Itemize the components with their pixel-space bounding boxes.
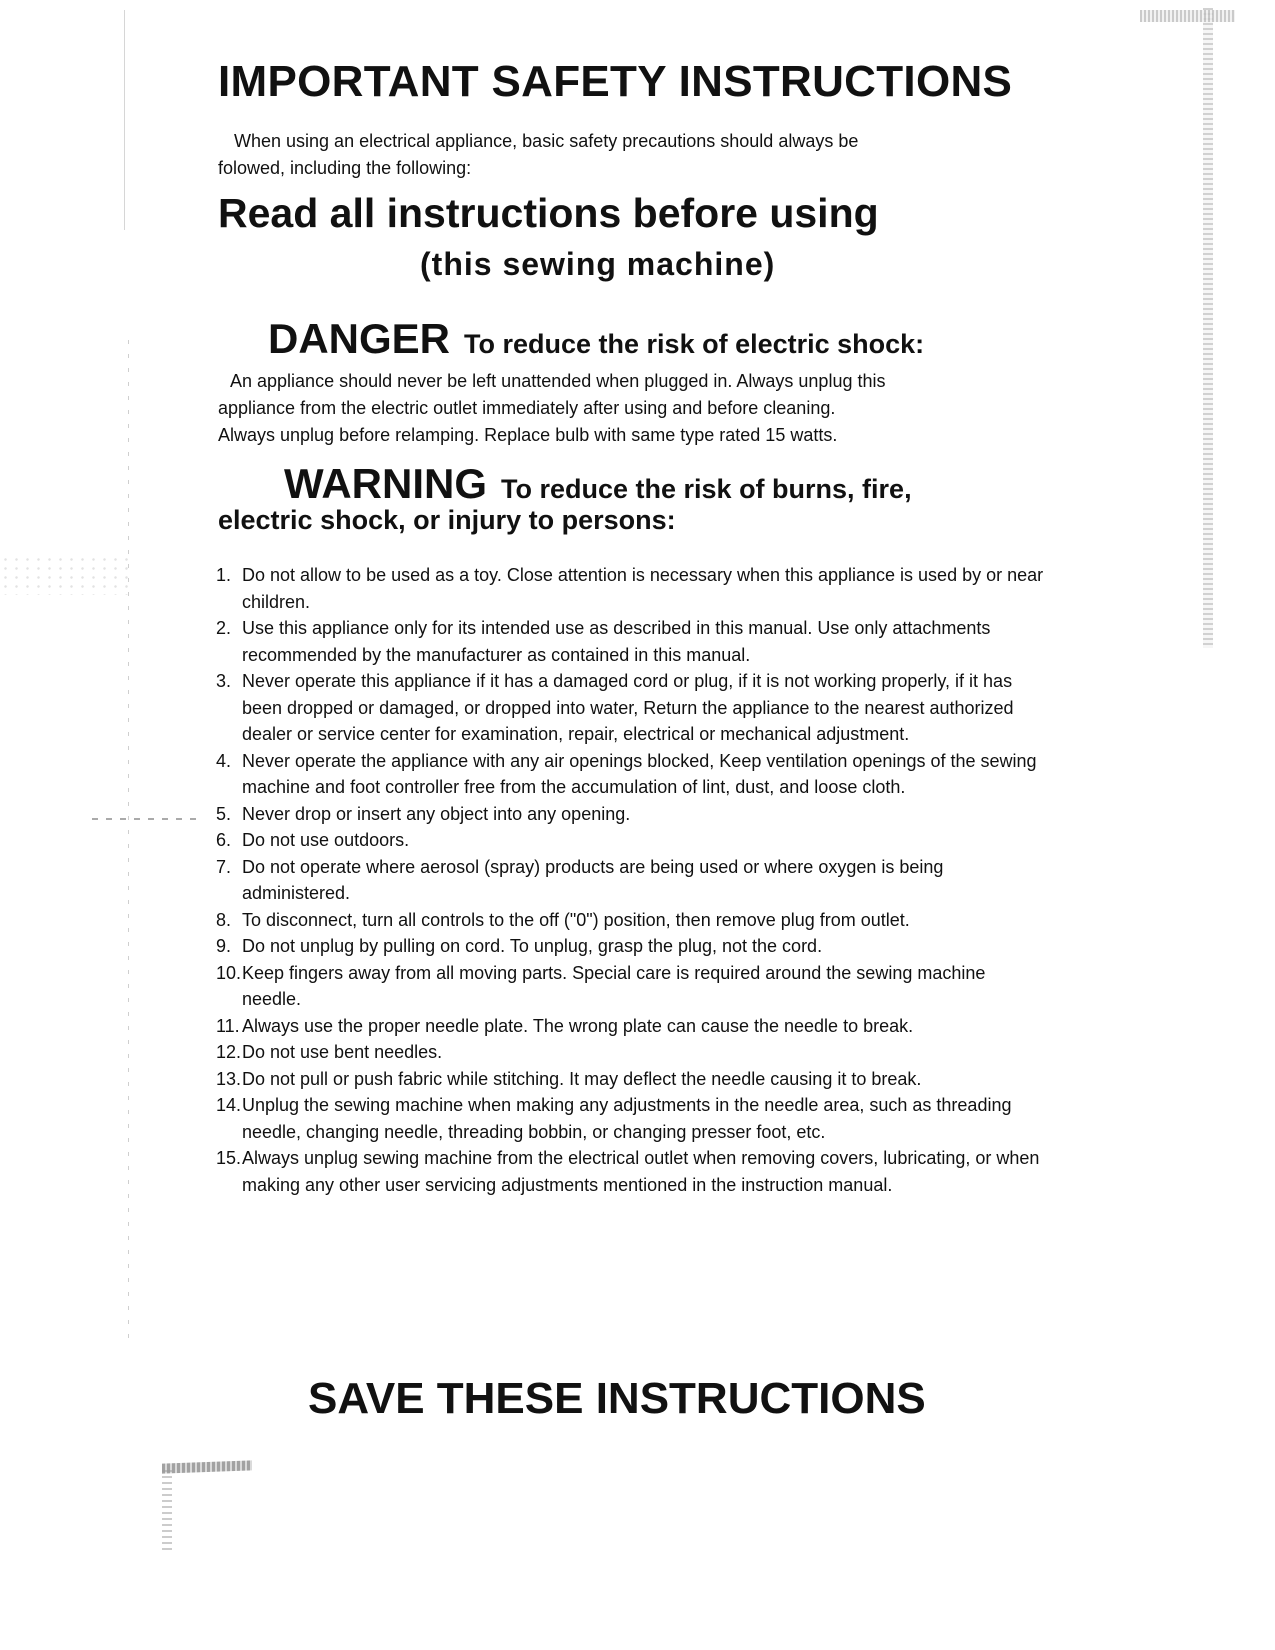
warning-heading <box>284 460 912 508</box>
safety-instruction-list <box>216 562 1046 1198</box>
list-item <box>216 748 1046 801</box>
list-item-text: Do not unplug by pulling on cord. To unplug, grasp the plug, not the cord. <box>242 936 823 956</box>
list-item <box>216 1013 1046 1040</box>
list-item-number: 9. <box>216 936 232 956</box>
list-item-text: Never drop or insert any object into any opening. <box>242 803 631 824</box>
list-item-number: 3. <box>216 671 232 691</box>
scan-edge-artifact <box>128 340 129 1340</box>
list-item-text: To disconnect, turn all controls to the off ("0") position, then remove plug from outlet. <box>242 909 910 930</box>
scan-edge-artifact <box>124 10 125 230</box>
intro-line: When using an electrical appliance, basic safety precautions should always be <box>234 131 859 151</box>
list-item-text: Always use the proper needle plate. The wrong plate can cause the needle to break. <box>242 1015 914 1036</box>
page-title: IMPORTANT SAFETY INSTRUCTIONS <box>218 57 1013 106</box>
list-item-text: Unplug the sewing machine when making any adjustments in the needle area, such as threading needle, changing needle, threading bobbin, or changing presser foot, etc. <box>242 1095 1012 1142</box>
list-item-number: 10. <box>216 962 242 983</box>
list-item-number: 5. <box>216 803 232 824</box>
save-instructions-footer: SAVE THESE INSTRUCTIONS <box>308 1374 926 1423</box>
list-item-number: 8. <box>216 909 232 930</box>
list-item <box>216 960 1046 1013</box>
read-instructions-subheading: (this sewing machine) <box>420 246 776 282</box>
danger-label: DANGER <box>268 315 451 362</box>
list-item <box>216 801 1046 828</box>
list-item <box>216 1092 1046 1145</box>
list-item-number: 12. <box>216 1042 242 1062</box>
list-item <box>216 562 1046 615</box>
list-item <box>216 854 1046 907</box>
list-item <box>216 1066 1046 1093</box>
list-item-number: 2. <box>216 618 232 638</box>
danger-line: appliance from the electric outlet immediately after using and before cleaning. <box>218 398 836 418</box>
warning-subtitle-continued: electric shock, or injury to persons: <box>218 505 676 535</box>
list-item-number: 4. <box>216 750 232 771</box>
list-item-text: Do not operate where aerosol (spray) products are being used or where oxygen is being administered. <box>242 856 944 903</box>
scan-speckle <box>0 555 130 595</box>
list-item-number: 15. <box>216 1148 242 1168</box>
list-item-number: 1. <box>216 565 232 585</box>
scan-corner-artifact <box>1140 10 1235 22</box>
list-item-number: 7. <box>216 856 232 877</box>
list-item-text: Keep fingers away from all moving parts. Special care is required around the sewing machine needle. <box>242 962 986 1009</box>
list-item-text: Do not use outdoors. <box>242 830 410 850</box>
list-item-text: Do not allow to be used as a toy. Close attention is necessary when this appliance is used by or near children. <box>242 565 1044 612</box>
list-item-number: 6. <box>216 830 232 850</box>
scan-speckle <box>92 818 202 820</box>
warning-subtitle: To reduce the risk of burns, fire, <box>501 474 912 504</box>
list-item-number: 13. <box>216 1068 242 1089</box>
list-item <box>216 827 1046 854</box>
danger-line: Always unplug before relamping. Replace bulb with same type rated 15 watts. <box>218 425 838 445</box>
list-item <box>216 1039 1046 1066</box>
scan-corner-artifact <box>162 1470 172 1550</box>
list-item-text: Do not pull or push fabric while stitching. It may deflect the needle causing it to break. <box>242 1068 922 1089</box>
list-item-text: Use this appliance only for its intended use as described in this manual. Use only attachments recommended by the manufacturer as contained in this manual. <box>242 618 991 665</box>
list-item-text: Never operate this appliance if it has a damaged cord or plug, if it is not working properly, if it has been dropped or damaged, or dropped into water, Return the appliance to the nearest authorized dealer or service center for examination, repair, electrical or mechanical adjustment. <box>242 671 1014 744</box>
list-item-number: 11. <box>216 1015 240 1036</box>
list-item <box>216 907 1046 934</box>
intro-paragraph <box>218 128 1018 182</box>
list-item-text: Never operate the appliance with any air openings blocked, Keep ventilation openings of the sewing machine and foot controller free from the accumulation of lint, dust, and loose cloth. <box>242 750 1037 797</box>
scan-edge-artifact <box>1203 8 1213 648</box>
danger-subtitle: To reduce the risk of electric shock: <box>464 329 925 359</box>
danger-line: An appliance should never be left unattended when plugged in. Always unplug this <box>230 371 886 391</box>
warning-label: WARNING <box>284 460 487 507</box>
intro-line: folowed, including the following: <box>218 158 472 178</box>
list-item <box>216 668 1046 748</box>
scan-corner-artifact <box>162 1460 252 1473</box>
list-item <box>216 1145 1046 1198</box>
danger-heading <box>268 315 924 363</box>
list-item <box>216 615 1046 668</box>
list-item-text: Do not use bent needles. <box>242 1042 443 1062</box>
list-item-text: Always unplug sewing machine from the electrical outlet when removing covers, lubricating, or when making any other user servicing adjustments mentioned in the instruction manual. <box>242 1148 1040 1195</box>
list-item <box>216 933 1046 960</box>
danger-paragraph <box>218 368 1038 449</box>
read-instructions-heading: Read all instructions before using <box>218 190 879 236</box>
list-item-number: 14. <box>216 1095 242 1115</box>
